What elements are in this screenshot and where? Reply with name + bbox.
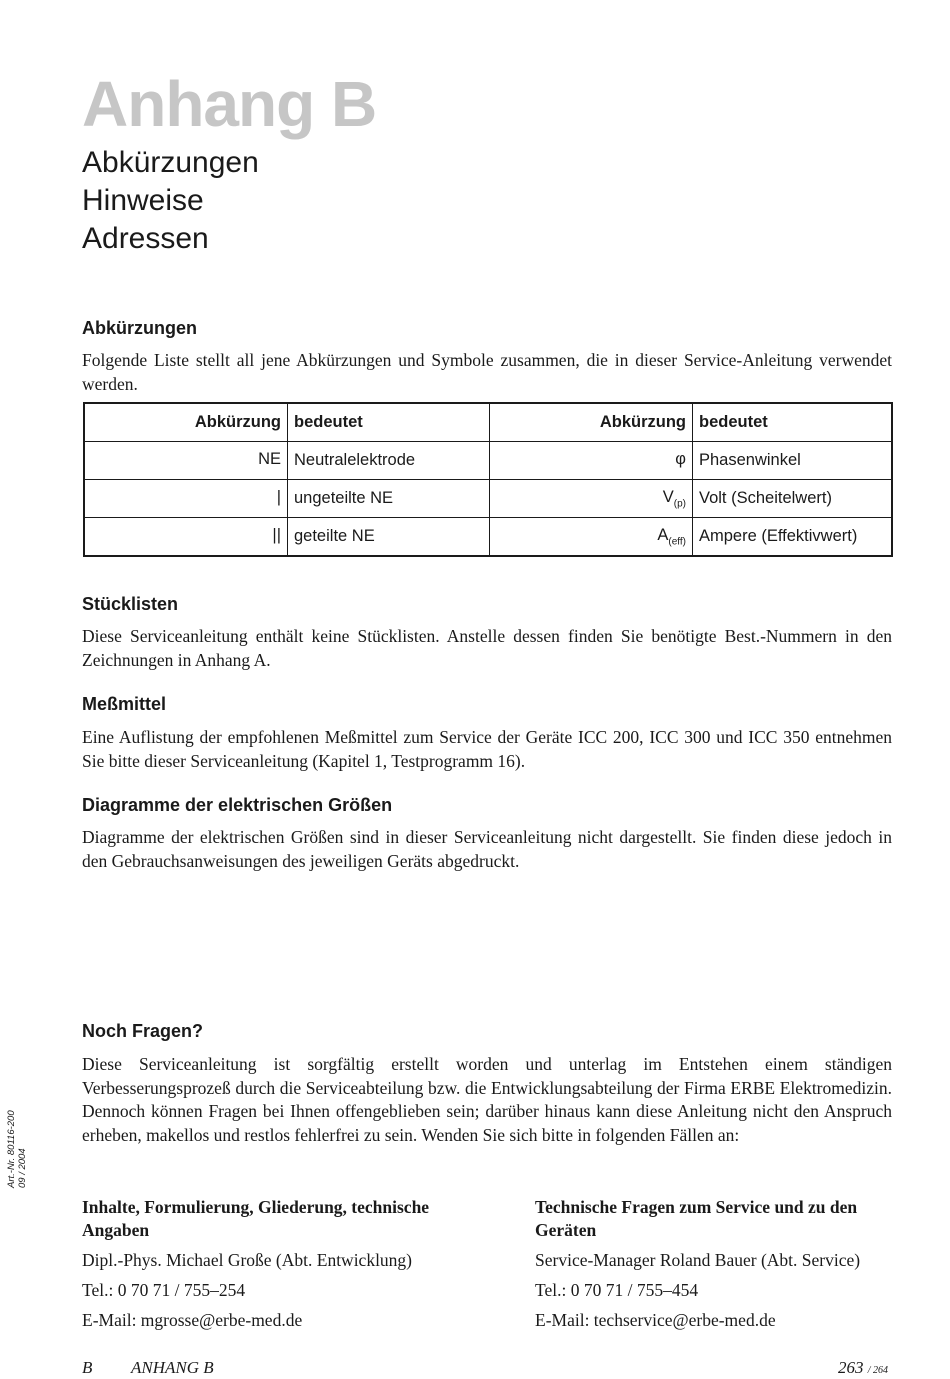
table-cell-meaning: geteilte NE (288, 518, 490, 557)
section-heading-abbreviations: Abkürzungen (82, 318, 197, 338)
table-row (84, 442, 892, 480)
diagrams-text: Diagramme der elektrischen Größen sind in dieser Serviceanleitung nicht dargestellt. Sie finden diese jedoch in den Gebrauchsanweisungen des jeweiligen Geräts abgedruckt. (82, 827, 892, 871)
section-heading-measuring: Meßmittel (82, 694, 167, 714)
page-title: Anhang B (82, 68, 377, 140)
section-heading-diagrams: Diagramme der elektrischen Größen (82, 795, 393, 815)
questions-text: Diese Serviceanleitung ist sorgfältig erstellt worden und unterlag im Entstehen einem ständigen Verbesserungsprozeß durch die Serviceabteilung bzw. die Entwicklungsabteilung der Firma ERBE Elektromedizin. Dennoch können Fragen bei Ihnen offengeblieben sein; darüber hinaus kann diese Anleitung nicht den Anspruch erheben, makellos und restlos fehlerfrei zu sein. Wenden Sie sich bitte in folgenden Fällen an: (82, 1054, 892, 1145)
table-row (84, 480, 892, 518)
abbreviations-intro: Folgende Liste stellt all jene Abkürzungen und Symbole zusammen, die in dieser Service-Anleitung verwendet werden. (82, 350, 892, 394)
table-cell-abbreviation: φ (490, 442, 693, 480)
page-subtitles (82, 144, 259, 258)
table-header-cell: bedeutet (288, 403, 490, 442)
contact-service (535, 1196, 895, 1332)
table-cell-meaning: Phasenwinkel (693, 442, 893, 480)
table-cell-meaning: Volt (Scheitelwert) (693, 480, 893, 518)
table-header-cell: Abkürzung (490, 403, 693, 442)
table-cell-meaning: Neutralelektrode (288, 442, 490, 480)
article-number-note (6, 1098, 28, 1188)
table-header-cell: bedeutet (693, 403, 893, 442)
subtitle-adressen: Adressen (82, 222, 209, 255)
article-number: Art.-Nr. 80116-200 (6, 1110, 17, 1188)
abbreviations-table (83, 402, 893, 557)
section-heading-parts-list: Stücklisten (82, 594, 179, 614)
subtitle-hinweise: Hinweise (82, 184, 204, 217)
table-cell-abbreviation: NE (84, 442, 288, 480)
table-cell-meaning: ungeteilte NE (288, 480, 490, 518)
contact-email: E-Mail: mgrosse@erbe-med.de (82, 1310, 303, 1330)
footer-chapter-letter: B (82, 1358, 93, 1377)
page-total: / 264 (867, 1365, 889, 1376)
table-header-cell: Abkürzung (84, 403, 288, 442)
contact-title: Inhalte, Formulierung, Gliederung, technische Angaben (82, 1197, 430, 1240)
table-cell-abbreviation: $A_{(eff)}$ (490, 518, 693, 557)
measuring-text: Eine Auflistung der empfohlenen Meßmittel zum Service der Geräte ICC 200, ICC 300 und ICC 350 entnehmen Sie bitte dieser Serviceanleitung (Kapitel 1, Testprogramm 16). (82, 727, 892, 771)
subtitle-abkuerzungen: Abkürzungen (82, 146, 259, 179)
table-cell-abbreviation: | (84, 480, 288, 518)
parts-list-text: Diese Serviceanleitung enthält keine Stücklisten. Anstelle dessen finden Sie benötigte Best.-Nummern in den Zeichnungen in Anhang A. (82, 626, 892, 670)
table-cell-meaning: Ampere (Effektivwert) (693, 518, 893, 557)
contact-phone: Tel.: 0 70 71 / 755–254 (82, 1280, 246, 1300)
contact-email: E-Mail: techservice@erbe-med.de (535, 1310, 776, 1330)
edition-date: 09 / 2004 (17, 1148, 28, 1188)
footer-chapter-name: ANHANG B (131, 1358, 214, 1377)
contact-development (82, 1196, 442, 1332)
table-cell-abbreviation: $V_{(p)}$ (490, 480, 693, 518)
footer-page-number (838, 1358, 888, 1378)
contact-name: Dipl.-Phys. Michael Große (Abt. Entwicklung) (82, 1250, 413, 1270)
page-number: 263 (838, 1358, 864, 1377)
table-cell-abbreviation: || (84, 518, 288, 557)
contact-title: Technische Fragen zum Service und zu den Geräten (535, 1197, 858, 1240)
table-header-row (84, 403, 892, 442)
table-row (84, 518, 892, 557)
section-heading-questions: Noch Fragen? (82, 1021, 204, 1041)
contact-phone: Tel.: 0 70 71 / 755–454 (535, 1280, 699, 1300)
contact-name: Service-Manager Roland Bauer (Abt. Service) (535, 1250, 861, 1270)
